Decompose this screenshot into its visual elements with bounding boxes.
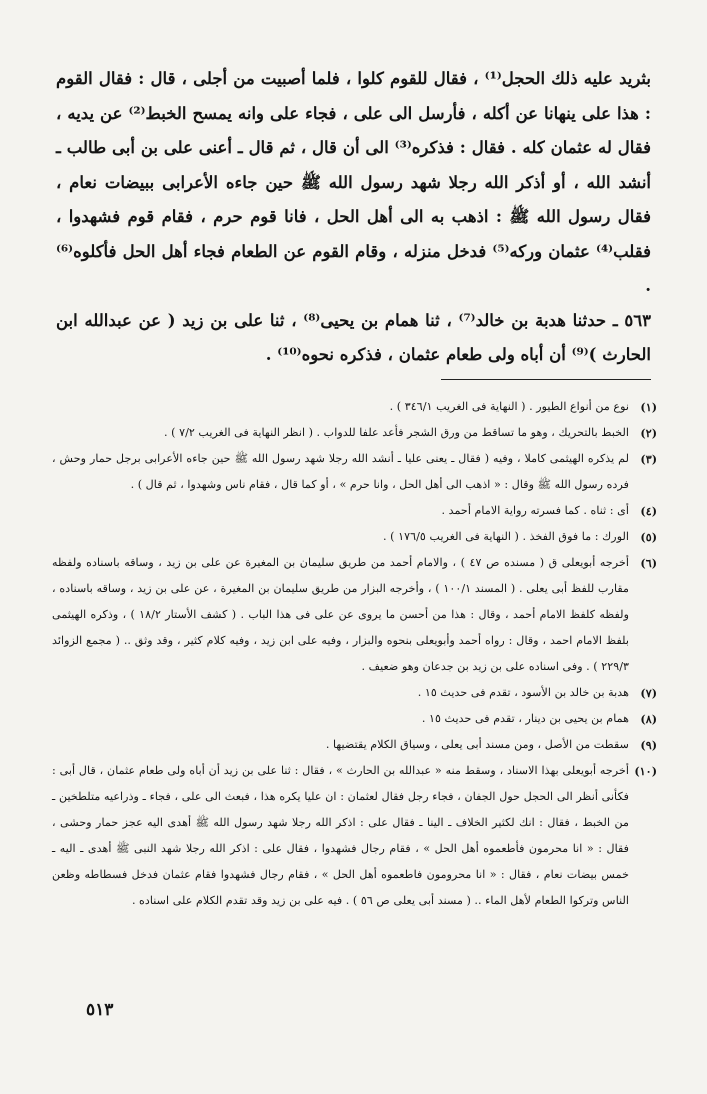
footnote-number: (١٠) bbox=[634, 764, 657, 778]
footnote-number: (٢) bbox=[640, 426, 657, 440]
footnote-9 bbox=[52, 732, 657, 758]
footnote-7 bbox=[52, 680, 657, 706]
main-paragraph: بثريد عليه ذلك الحجل⁽¹⁾ ، فقال للقوم كلوا ، فلما أصبيت من أجلى ، قال : فقال القوم : هذا على ينهانا عن أكله ، فأرسل الى على ، فجاء على وانه يمسح الخبط⁽²⁾ عن يديه ، فقال له عثمان كله . فقال : فذكره⁽³⁾ الى أن قال ، ثم قال ـ أعنى على بن أبى طالب ـ أنشد الله ، أو أذكر الله رجلا شهد رسول الله ﷺ حين جاءه الأعرابى ببيضات نعام ، فقال رسول الله ﷺ : اذهب به الى أهل الحل ، فانا قوم حرم ، فقام قوم فشهدوا ، فقلب⁽⁴⁾ عثمان وركه⁽⁵⁾ فدخل منزله ، وقام القوم عن الطعام فجاء أهل الحل فأكلوه⁽⁶⁾ . bbox=[56, 69, 651, 295]
footnote-text: لم يذكره الهيثمى كاملا ، وفيه ( فقال ـ يعنى عليا ـ أنشد الله رجلا شهد رسول الله ﷺ حين جاءه الأعرابى برجل حمار وحش ، فرده رسول الله ﷺ وقال : « اذهب الى أهل الحل ، وانا حرم » ، أو كما قال ، فقام ناس وشهدوا ، ثم قال ) . bbox=[52, 452, 629, 491]
footnote-number: (٧) bbox=[640, 686, 657, 700]
footnote-5 bbox=[52, 524, 657, 550]
main-text bbox=[56, 62, 651, 373]
hadith-563: ٥٦٣ ـ حدثنا هدبة بن خالد⁽⁷⁾ ، ثنا همام بن يحيى⁽⁸⁾ ، ثنا على بن زيد ( عن عبدالله ابن الحارث )⁽⁹⁾ أن أباه ولى طعام عثمان ، فذكره نحوه⁽¹⁰⁾ . bbox=[56, 310, 651, 364]
footnote-number: (٨) bbox=[640, 712, 657, 726]
footnote-text: أخرجه أبويعلى بهذا الاسناد ، وسقط منه « عبدالله بن الحارث » ، فقال : ثنا على بن زيد أن أباه ولى طعام عثمان ، قال أبى : فكأنى أنظر الى الحجل حول الجفان ، فجاء رجل فقال لعثمان : ان عليا يكره هذا ، فبعث الى على ، فجاء ـ وذراعيه متلطخين ـ من الخبط ، فقال : انك لكثير الخلاف ـ الينا ـ فقال على : اذكر الله رجلا شهد رسول الله ﷺ أهدى اليه عجز حمار وحشى ، فقال : « انا محرمون فأطعموه أهل الحل » ، فقام رجال فشهدوا ، فقال على : اذكر الله رجلا شهد النبى ﷺ أهدى ـ اليه ـ خمس بيضات نعام ، فقال : « انا محرومون فاطعموه أهل الحل » ، فقام رجال فشهدوا فقام عثمان فدخل فسطاطه وظعن الناس وتركوا الطعام لأهل الماء .. ( مسند أبى يعلى ص ٥٦ ) . فيه على بن زيد وقد تقدم الكلام على اسناده . bbox=[52, 764, 629, 907]
footnote-text: سقطت من الأصل ، ومن مسند أبى يعلى ، وسياق الكلام يقتضيها . bbox=[325, 738, 629, 751]
footnote-2 bbox=[52, 420, 657, 446]
footnote-text: نوع من أنواع الطيور . ( النهاية فى الغريب ٣٤٦/١ ) . bbox=[389, 400, 629, 413]
footnote-6 bbox=[52, 550, 657, 680]
footnote-number: (٣) bbox=[640, 452, 657, 466]
footnote-8 bbox=[52, 706, 657, 732]
footnote-text: أى : ثناه . كما فسرته رواية الامام أحمد . bbox=[441, 504, 629, 517]
footnote-number: (٥) bbox=[640, 530, 657, 544]
footnotes bbox=[52, 394, 657, 914]
footnote-4 bbox=[52, 498, 657, 524]
footnote-text: همام بن يحيى بن دينار ، تقدم فى حديث ١٥ . bbox=[421, 712, 629, 725]
footnote-number: (٤) bbox=[640, 504, 657, 518]
footnote-3 bbox=[52, 446, 657, 498]
footnote-number: (٩) bbox=[640, 738, 657, 752]
footnote-separator bbox=[441, 379, 651, 380]
footnote-text: الورك : ما فوق الفخذ . ( النهاية فى الغريب ١٧٦/٥ ) . bbox=[383, 530, 629, 543]
footnote-1 bbox=[52, 394, 657, 420]
footnote-text: أخرجه أبويعلى ق ( مسنده ص ٤٧ ) ، والامام أحمد من طريق سليمان بن المغيرة عن على بن زيد ، وساقه باسناده ولفظه مقارب للفظ أبى يعلى . ( المسند ١٠٠/١ ) ، وأخرجه البزار من طريق سليمان بن المغيرة ، عن على بن زيد ، وساقه باسناده ، ولفظه كلفظ الامام أحمد ، وقال : هذا من أحسن ما يروى عن على فى هذا الباب . ( كشف الأستار ١٨/٢ ) ، وذكره الهيثمى بلفظ الامام احمد ، وقال : رواه أحمد وأبويعلى بنحوه والبزار ، وفيه على ابن زيد ، وفيه كلام كثير ، وقد وثق .. ( مجمع الزوائد ٢٢٩/٣ ) . وفى اسناده على بن زيد بن جدعان وهو ضعيف . bbox=[52, 556, 629, 673]
footnote-10 bbox=[52, 758, 657, 914]
footnote-text: الخبط بالتحريك ، وهو ما تساقط من ورق الشجر فأعد علفا للدواب . ( انظر النهاية فى الغريب ٧/٢ ) . bbox=[164, 426, 629, 439]
footnote-text: هدبة بن خالد بن الأسود ، تقدم فى حديث ١٥ . bbox=[417, 686, 629, 699]
footnote-number: (٦) bbox=[640, 556, 657, 570]
page-number: ٥١٣ bbox=[86, 1000, 114, 1020]
footnote-number: (١) bbox=[640, 400, 657, 414]
